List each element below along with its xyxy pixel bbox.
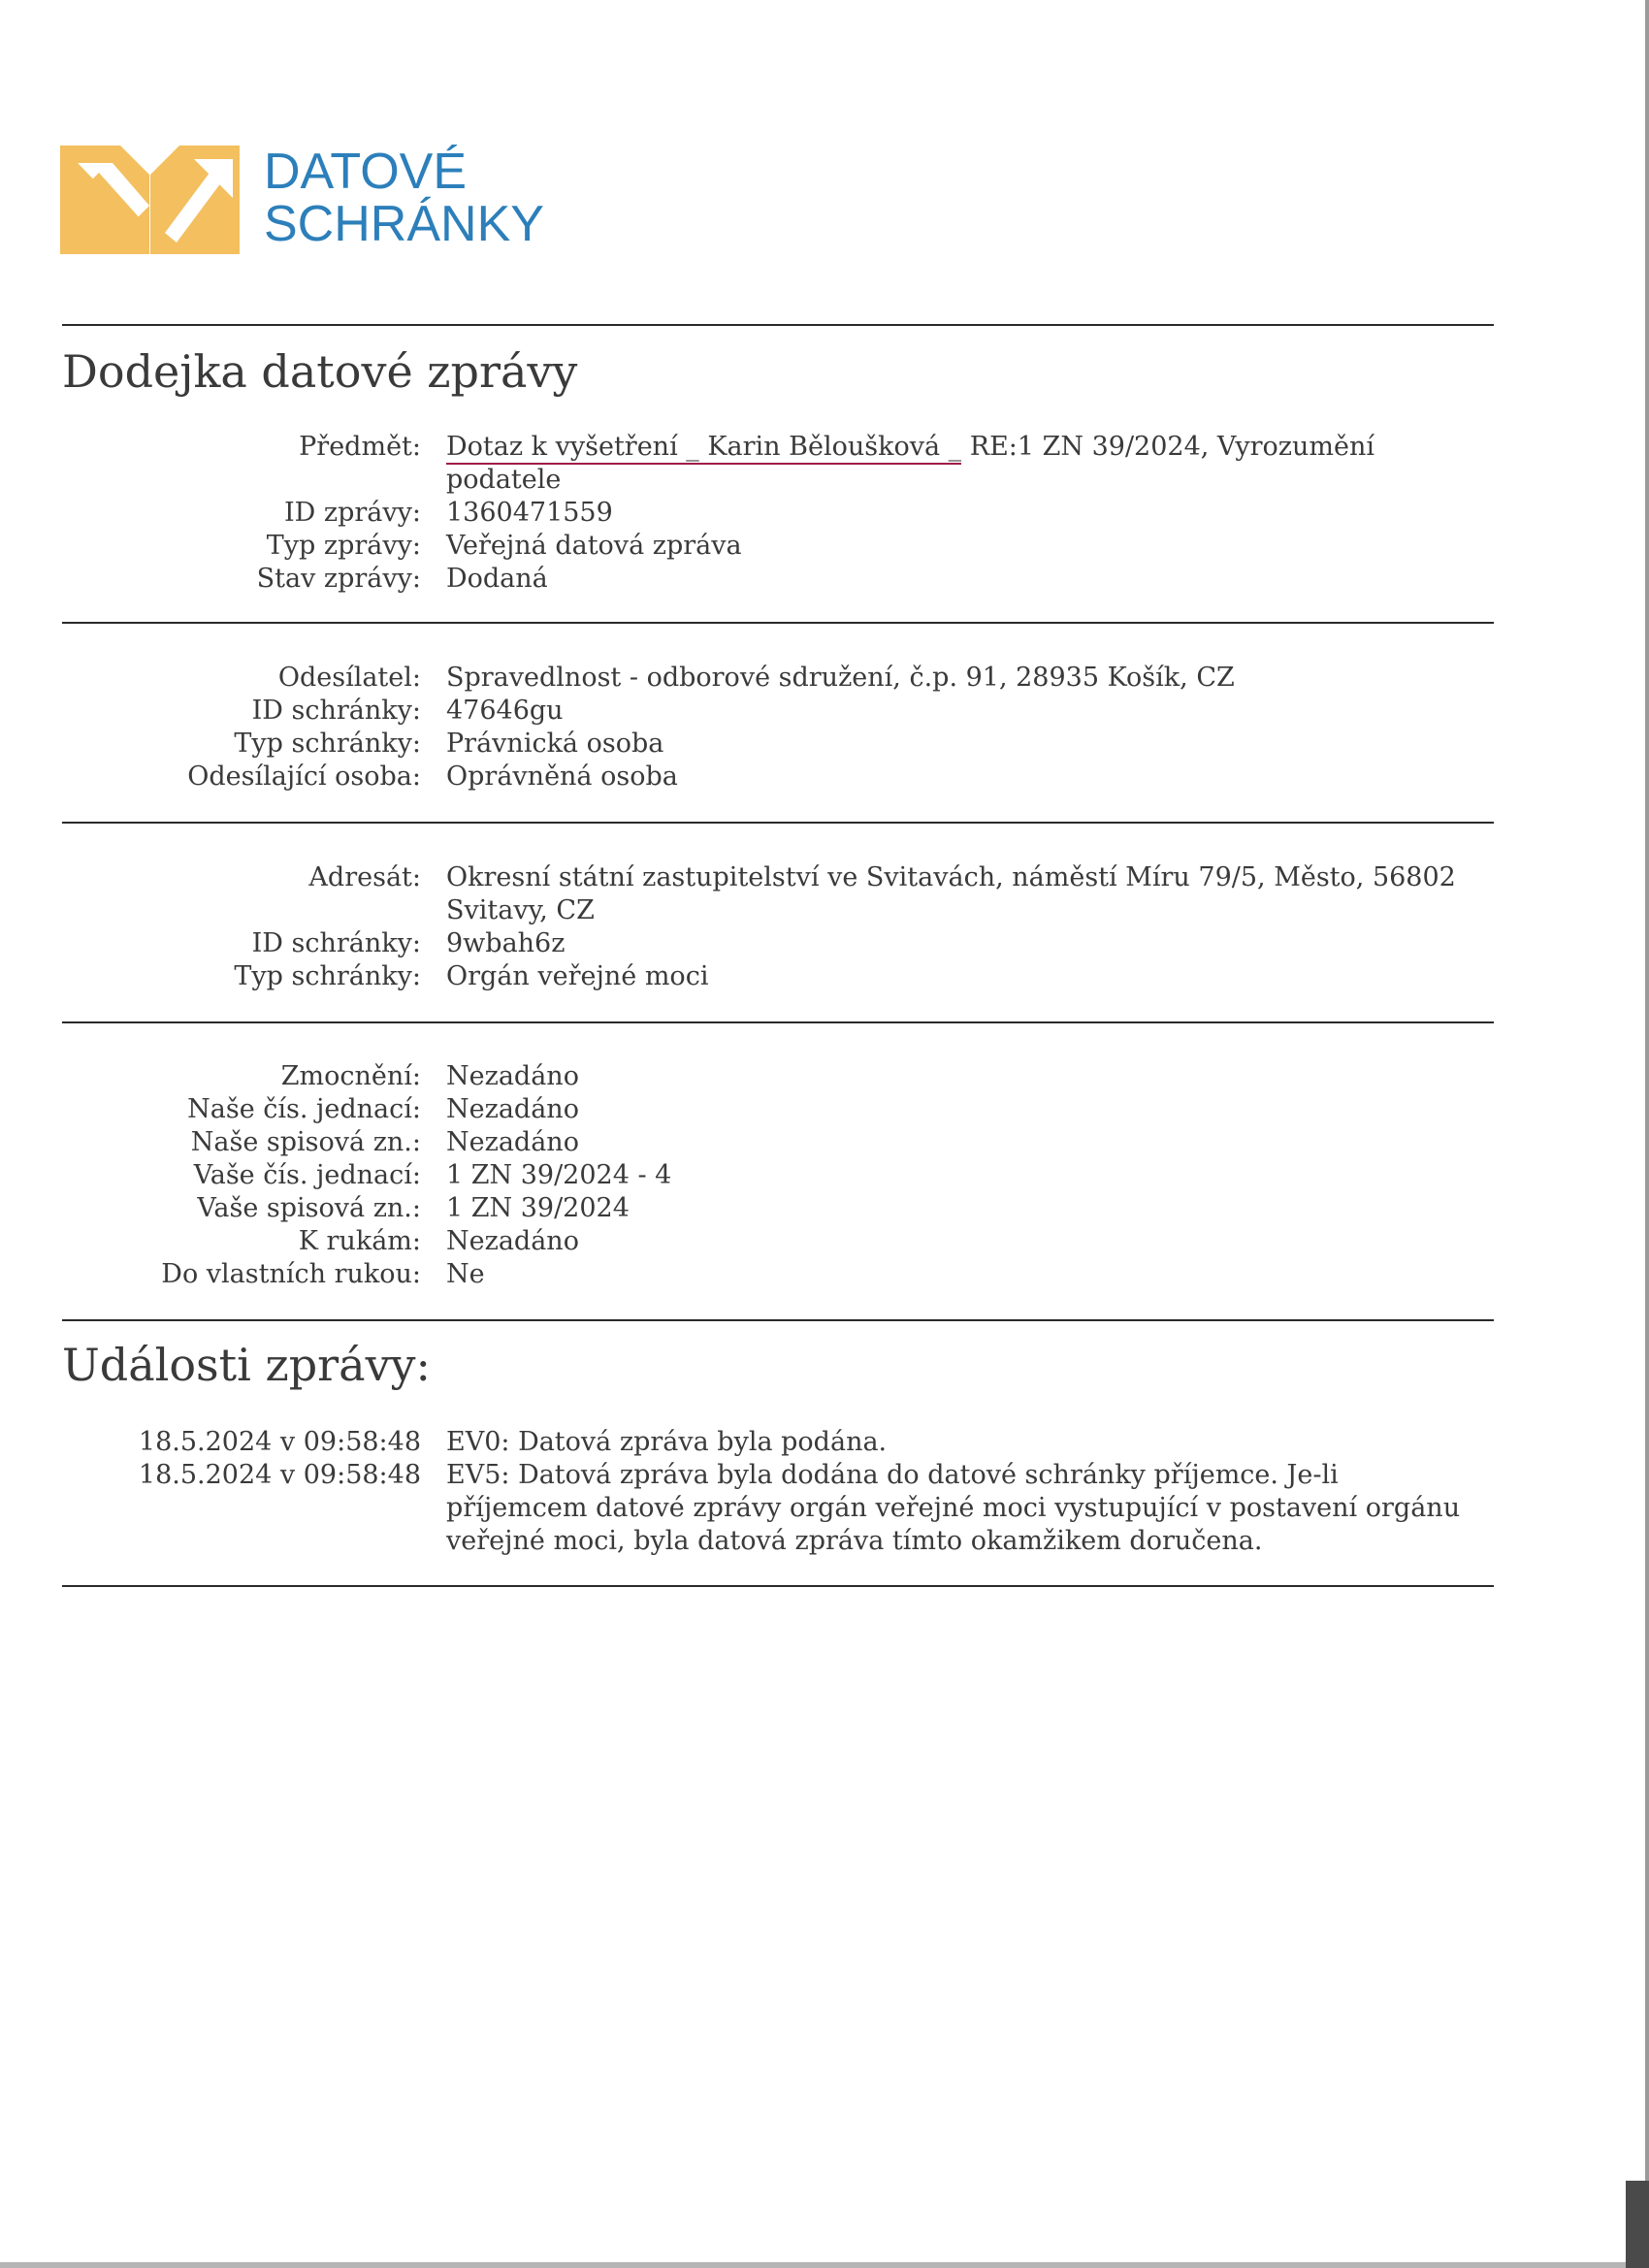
- event-time: 18.5.2024 v 09:58:48: [138, 1460, 421, 1490]
- event-text: EV5: Datová zpráva byla dodána do datové schránky příjemce. Je-li příjemcem datové zprávy orgán veřejné moci vystupující v postavení orgánu veřejné moci, byla datová zpráva tímto okamžikem doručena.: [446, 1460, 1461, 1556]
- subject-underlined-text: Dotaz k vyšetření _ Karin Běloušková _: [446, 432, 961, 465]
- sending-person-value: Oprávněná osoba: [446, 761, 678, 792]
- recipient-value: Okresní státní zastupitelství ve Svitavách, náměstí Míru 79/5, Město, 56802 Svitavy, CZ: [446, 862, 1456, 925]
- datove-schranky-arrows-icon: [60, 146, 240, 254]
- your-ref-row: [0, 1159, 1552, 1192]
- message-state-value: Dodaná: [446, 564, 548, 594]
- divider: [62, 1585, 1494, 1587]
- recipient-row: [0, 861, 1552, 927]
- events-title: Události zprávy:: [62, 1339, 432, 1391]
- subject-rest-text: RE:1 ZN 39/2024, Vyrozumění podatele: [446, 432, 1374, 495]
- recipient-section: [0, 861, 1552, 993]
- our-ref-label: Naše čís. jednací:: [187, 1094, 421, 1124]
- authorization-value: Nezadáno: [446, 1061, 579, 1091]
- message-type-label: Typ zprávy:: [266, 531, 421, 561]
- divider: [62, 622, 1494, 624]
- message-id-value: 1360471559: [446, 498, 613, 528]
- sender-box-id-row: [0, 695, 1552, 728]
- logo-wordmark: [264, 146, 544, 250]
- scan-corner-mark: [1626, 2181, 1649, 2268]
- message-type-value: Veřejná datová zpráva: [446, 531, 742, 561]
- scan-edge: [0, 2262, 1649, 2268]
- message-state-row: [0, 563, 1552, 596]
- sender-row: [0, 662, 1552, 695]
- details-section: [0, 1060, 1552, 1291]
- event-row: [0, 1459, 1552, 1558]
- authorization-row: [0, 1060, 1552, 1093]
- divider: [62, 1319, 1494, 1321]
- attention-value: Nezadáno: [446, 1226, 579, 1256]
- event-text: EV0: Datová zpráva byla podána.: [446, 1427, 888, 1457]
- sender-label: Odesílatel:: [277, 663, 421, 693]
- datove-schranky-logo: [60, 146, 565, 254]
- recipient-box-id-row: [0, 927, 1552, 960]
- attention-label: K rukám:: [298, 1226, 421, 1256]
- subject-row: [0, 431, 1552, 497]
- divider: [62, 822, 1494, 824]
- divider: [62, 1021, 1494, 1023]
- logo-line-2: SCHRÁNKY: [264, 196, 544, 252]
- your-file-row: [0, 1192, 1552, 1225]
- page-title: Dodejka datové zprávy: [62, 345, 578, 398]
- attention-row: [0, 1225, 1552, 1258]
- divider: [62, 324, 1494, 326]
- sending-person-label: Odesílající osoba:: [187, 761, 421, 792]
- message-section: [0, 431, 1552, 596]
- personal-delivery-row: [0, 1258, 1552, 1291]
- message-type-row: [0, 530, 1552, 563]
- subject-label: Předmět:: [299, 432, 421, 462]
- event-time: 18.5.2024 v 09:58:48: [138, 1427, 421, 1457]
- recipient-box-id-label: ID schránky:: [251, 928, 421, 958]
- scan-edge: [1645, 0, 1649, 2268]
- message-id-row: [0, 497, 1552, 530]
- recipient-box-type-value: Orgán veřejné moci: [446, 961, 709, 991]
- message-id-label: ID zprávy:: [283, 498, 421, 528]
- recipient-box-type-label: Typ schránky:: [234, 961, 421, 991]
- recipient-label: Adresát:: [308, 862, 421, 892]
- our-file-value: Nezadáno: [446, 1127, 579, 1157]
- your-file-label: Vaše spisová zn.:: [197, 1193, 421, 1223]
- sender-section: [0, 662, 1552, 794]
- subject-value: [446, 431, 1484, 497]
- your-file-value: 1 ZN 39/2024: [446, 1193, 630, 1223]
- sender-box-type-row: [0, 728, 1552, 761]
- personal-delivery-value: Ne: [446, 1259, 485, 1289]
- sending-person-row: [0, 761, 1552, 794]
- sender-value: Spravedlnost - odborové sdružení, č.p. 91, 28935 Košík, CZ: [446, 663, 1235, 693]
- our-ref-row: [0, 1093, 1552, 1126]
- sender-box-id-value: 47646gu: [446, 696, 564, 726]
- sender-box-id-label: ID schránky:: [251, 696, 421, 726]
- personal-delivery-label: Do vlastních rukou:: [161, 1259, 421, 1289]
- message-state-label: Stav zprávy:: [256, 564, 421, 594]
- logo-line-1: DATOVÉ: [264, 144, 468, 200]
- our-file-label: Naše spisová zn.:: [190, 1127, 421, 1157]
- your-ref-value: 1 ZN 39/2024 - 4: [446, 1160, 672, 1190]
- recipient-box-id-value: 9wbah6z: [446, 928, 566, 958]
- sender-box-type-value: Právnická osoba: [446, 729, 664, 759]
- authorization-label: Zmocnění:: [280, 1061, 421, 1091]
- sender-box-type-label: Typ schránky:: [234, 729, 421, 759]
- our-file-row: [0, 1126, 1552, 1159]
- event-row: [0, 1426, 1552, 1459]
- your-ref-label: Vaše čís. jednací:: [193, 1160, 421, 1190]
- recipient-box-type-row: [0, 960, 1552, 993]
- events-list: [0, 1426, 1552, 1558]
- our-ref-value: Nezadáno: [446, 1094, 579, 1124]
